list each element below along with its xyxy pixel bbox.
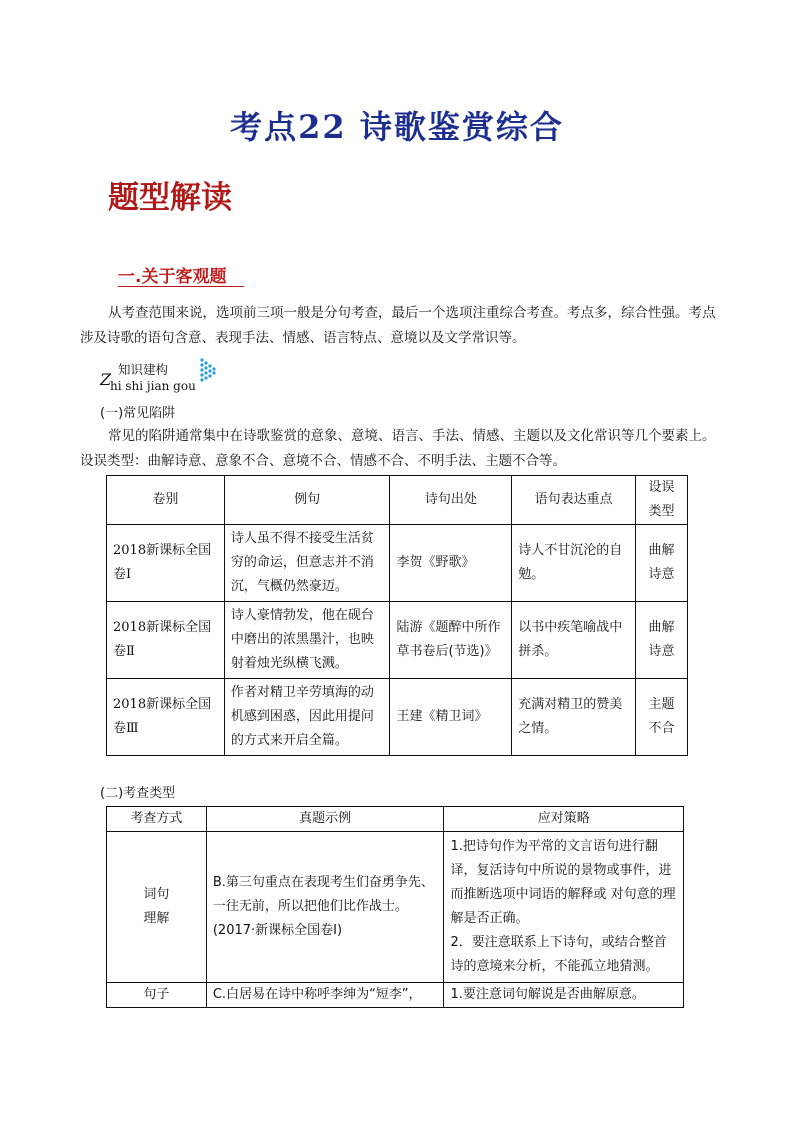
table-cell: 2018新课标全国卷Ⅱ <box>107 602 225 679</box>
header-cell: 应对策略 <box>444 807 684 832</box>
knowledge-chinese: 知识建构 <box>118 362 169 377</box>
table-cell: 2018新课标全国卷Ⅰ <box>107 525 225 602</box>
table-cell: 陆游《题醉中所作草书卷后(节选)》 <box>390 602 512 679</box>
knowledge-pinyin: hi shi jian gou <box>110 379 196 393</box>
table-cell: 诗人豪情勃发，他在砚台中磨出的浓黑墨汁，也映射着烛光纵横飞溅。 <box>224 602 390 679</box>
part1-label: (一)常见陷阱 <box>100 406 176 421</box>
table-cell: 李贺《野歌》 <box>390 525 512 602</box>
knowledge-letter: Z <box>100 370 112 389</box>
question-types-header <box>107 807 684 832</box>
section-heading: 题型解读 <box>108 180 232 216</box>
table-cell: 曲解诗意 <box>636 602 688 679</box>
table-cell: C.白居易在诗中称呼李绅为“短李”， <box>206 983 444 1008</box>
part1-paragraph: 常见的陷阱通常集中在诗歌鉴赏的意象、意境、语言、手法、情感、主题以及文化常识等几个要素上。设误类型：曲解诗意、意象不合、意境不合、情感不合、不明手法、主题不合等。 <box>80 428 716 469</box>
knowledge-structure-label <box>100 360 240 400</box>
traps-table <box>106 475 688 756</box>
table-row <box>107 679 688 756</box>
table-row <box>107 602 688 679</box>
table-cell: 作者对精卫辛劳填海的动机感到困惑，因此用提问的方式来开启全篇。 <box>224 679 390 756</box>
header-cell: 真题示例 <box>206 807 444 832</box>
table-cell: 以书中疾笔喻战中拼杀。 <box>512 602 636 679</box>
table-cell: 曲解诗意 <box>636 525 688 602</box>
subheading-underline <box>118 286 244 287</box>
header-cell: 诗句出处 <box>390 476 512 525</box>
table-row <box>107 832 684 983</box>
subheading <box>118 262 226 287</box>
strategy-item: 2．要注意联系上下诗句，或结合整首诗的意境来分析，不能孤立地猜测。 <box>450 935 667 974</box>
table-row <box>107 983 684 1008</box>
table-cell: B.第三句重点在表现考生们奋勇争先、一往无前，所以把他们比作战士。(2017·新课标全国卷Ⅰ) <box>206 832 444 983</box>
part2-label: (二)考查类型 <box>100 786 176 801</box>
intro-paragraph: 从考查范围来说，选项前三项一般是分句考查，最后一个选项注重综合考查。考点多，综合性强。考点涉及诗歌的语句含意、表现手法、情感、语言特点、意境以及文学常识等。 <box>80 305 716 346</box>
header-cell: 语句表达重点 <box>512 476 636 525</box>
table-cell: 句子 <box>107 983 207 1008</box>
table-cell: 诗人不甘沉沦的自勉。 <box>512 525 636 602</box>
table-cell: 主题不合 <box>636 679 688 756</box>
page-title: 考点22 诗歌鉴赏综合 <box>230 108 564 146</box>
table-cell: 2018新课标全国卷Ⅲ <box>107 679 225 756</box>
table-cell: 诗人虽不得不接受生活贫穷的命运，但意志并不消沉，气概仍然豪迈。 <box>224 525 390 602</box>
method-text: 词句理解 <box>143 887 170 926</box>
table-cell: 充满对精卫的赞美之情。 <box>512 679 636 756</box>
header-cell: 例句 <box>224 476 390 525</box>
traps-table-header <box>107 476 688 525</box>
table-cell <box>444 832 684 983</box>
table-cell: 王建《精卫词》 <box>390 679 512 756</box>
table-cell <box>107 832 207 983</box>
question-types-table <box>106 806 684 1008</box>
table-row <box>107 525 688 602</box>
header-cell: 设误类型 <box>636 476 688 525</box>
header-cell: 卷别 <box>107 476 225 525</box>
triangle-dots-arrow-icon <box>200 358 218 384</box>
header-cell: 考查方式 <box>107 807 207 832</box>
table-cell: 1.要注意词句解说是否曲解原意。 <box>444 983 684 1008</box>
subheading-text: 一.关于客观题 <box>118 267 227 287</box>
strategy-item: 1.把诗句作为平常的文言语句进行翻译，复活诗句中所说的景物或事件，进而推断选项中词语的解释或 对句意的理解是否正确。 <box>450 839 676 926</box>
